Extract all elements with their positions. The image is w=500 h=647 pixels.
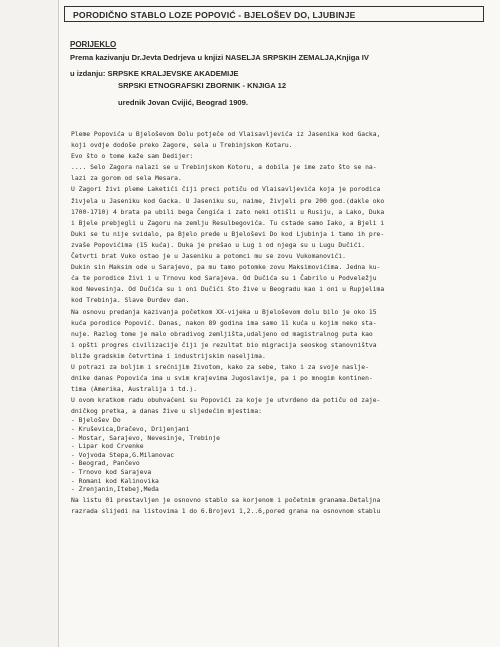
body-line: bliže gradskim četvrtima i industrijskim naseljima.	[71, 352, 266, 360]
place-item: - Beograd, Pančevo	[71, 460, 140, 468]
body-line: tima (Amerika, Australija i td.).	[71, 386, 198, 394]
body-line: Četvrti brat Vuko ostao je u Jaseniku a potomci mu se zovu Vukomanovići.	[71, 253, 346, 261]
source-line-3: SRPSKI ETNOGRAFSKI ZBORNIK - KNJIGA 12	[118, 81, 287, 90]
source-line-4: urednik Jovan Cvijić, Beograd 1909.	[118, 98, 248, 107]
section-heading: PORIJEKLO	[70, 40, 117, 49]
body-line: ća te porodice živi i u Trnovu kod Sarajeva. Od Dučića su i Čabrilo u Podveležju	[71, 275, 377, 283]
place-item: - Vojvoda Stepa,G.Milanovac	[71, 451, 175, 459]
places-list	[71, 417, 496, 494]
body-line: lazi za gorom od sela Mesara.	[71, 175, 182, 183]
body-line: 1700-1710) 4 brata pa ubili bega Čengića i zato neki otišli u Rusiju, a Lako, Duka	[71, 208, 385, 216]
document-body	[71, 129, 496, 517]
closing-line: razrada slijedi na listovima 1 do 6.Brojevi 1,2..6,pored grana na osnovnom stablu	[71, 507, 381, 515]
closing-line: Na listu 01 prestavljen je osnovno stablo sa korjenom i početnim granama.Detaljna	[71, 496, 381, 504]
body-line: Pleme Popovića u Bjeloševom Dolu potječe od Vlaisavljevića iz Jasenika kod Gacka,	[71, 131, 381, 138]
body-line: U potrazi za boljim i srećnijim životom, kako za sebe, tako i za svoje naslje-	[71, 363, 369, 371]
body-line: i opšti progres civilizacije čiji je rezultat bio migracija seoskog stanovništva	[71, 341, 377, 349]
body-line: Dukin sin Maksim ode u Sarajevo, pa mu tamo potomke zovu Maksimovićima. Jedna ku-	[71, 264, 381, 272]
place-item: - Mostar, Sarajevo, Nevesinje, Trebinje	[71, 434, 220, 442]
closing-paragraph	[71, 495, 496, 517]
body-line: kod Nevesinja. Od Dučića su i oni Dučići što žive u Beogradu kao i oni u Rupjelima	[71, 286, 385, 294]
body-line: i Bjele prebjegli u Zagoru na zemlju Resulbegovića. Tu cstade samo Iako, a Bjeli i	[71, 219, 385, 227]
body-line: kod Trebinja. Slave Đurđev dan.	[71, 297, 190, 305]
body-line: živjela u Jaseniku kod Gacka. U Jaseniku su, naime, živjeli pre 200 god.(dakle oko	[71, 197, 385, 205]
place-item: - Zrenjanin,Itebej,Međa	[71, 486, 159, 494]
place-item: - Lipar kod Crvenke	[71, 443, 144, 451]
source-line-2: u izdanju: SRPSKE KRALJEVSKE AKADEMIJE	[70, 69, 239, 78]
body-line: U Zagori živi pleme Laketići čiji preci potiču od Vlaisavljevića koja je porodica	[71, 186, 381, 194]
place-item: - Kruševica,Dračevo, Drijenjani	[71, 426, 190, 434]
body-paragraphs	[71, 129, 496, 417]
place-item: - Trnovo kod Sarajeva	[71, 469, 152, 476]
body-line: Na osnovu predanja kazivanja početkom XX-vijeka u Bjeloševom dolu bilo je oko 15	[71, 308, 377, 316]
body-line: kuća porodice Popović. Danas, nakon 89 godina ima samo 11 kuća u kojim neko sta-	[71, 319, 377, 327]
body-line: koji ovdje dođoše preko Zagore, sela u Trebinjskom Kotaru.	[71, 142, 293, 150]
body-line: Duki se tu nije svidalo, pa Bjelo pređe u Bjeloševi Do kod Ljubinja i tamo ih pre-	[71, 230, 385, 238]
place-item: - Romani kod Kalinovika	[71, 477, 159, 485]
body-line: .... Selo Zagora nalazi se u Trebinjskom Kotoru, a dobila je ime zato što se na-	[71, 164, 377, 172]
body-line: nuje. Razlog tome je malo obradivog zemljišta,udaljeno od magistralnog puta kao	[71, 330, 373, 338]
body-line: Evo što o tome kaže sam Dedijer:	[71, 153, 194, 161]
place-item: - Bjelošev Do	[71, 417, 121, 425]
body-line: dničkog pretka, a danas žive u sljedećim mjestima:	[71, 408, 262, 416]
body-line: U ovom kratkom radu obuhvaćeni su Popovići za koje je utvrđeno da potiču od zaje-	[71, 397, 381, 405]
source-line-1: Prema kazivanju Dr.Jevta Dedrjeva u knjizi NASELJA SRPSKIH ZEMALJA,Knjiga IV	[70, 53, 369, 62]
body-line: dnike danas Popovića ima u svim krajevima Jugoslavije, pa i po mnogim kontinen-	[71, 375, 373, 383]
body-line: zvaše Popovićima (15 kuća). Duka je prešao u Lug i od njega su u Lugu Dučići.	[71, 241, 366, 249]
document-title: PORODIČNO STABLO LOZE POPOVIĆ - BJELOŠEV DO, LJUBINJE	[64, 6, 484, 22]
